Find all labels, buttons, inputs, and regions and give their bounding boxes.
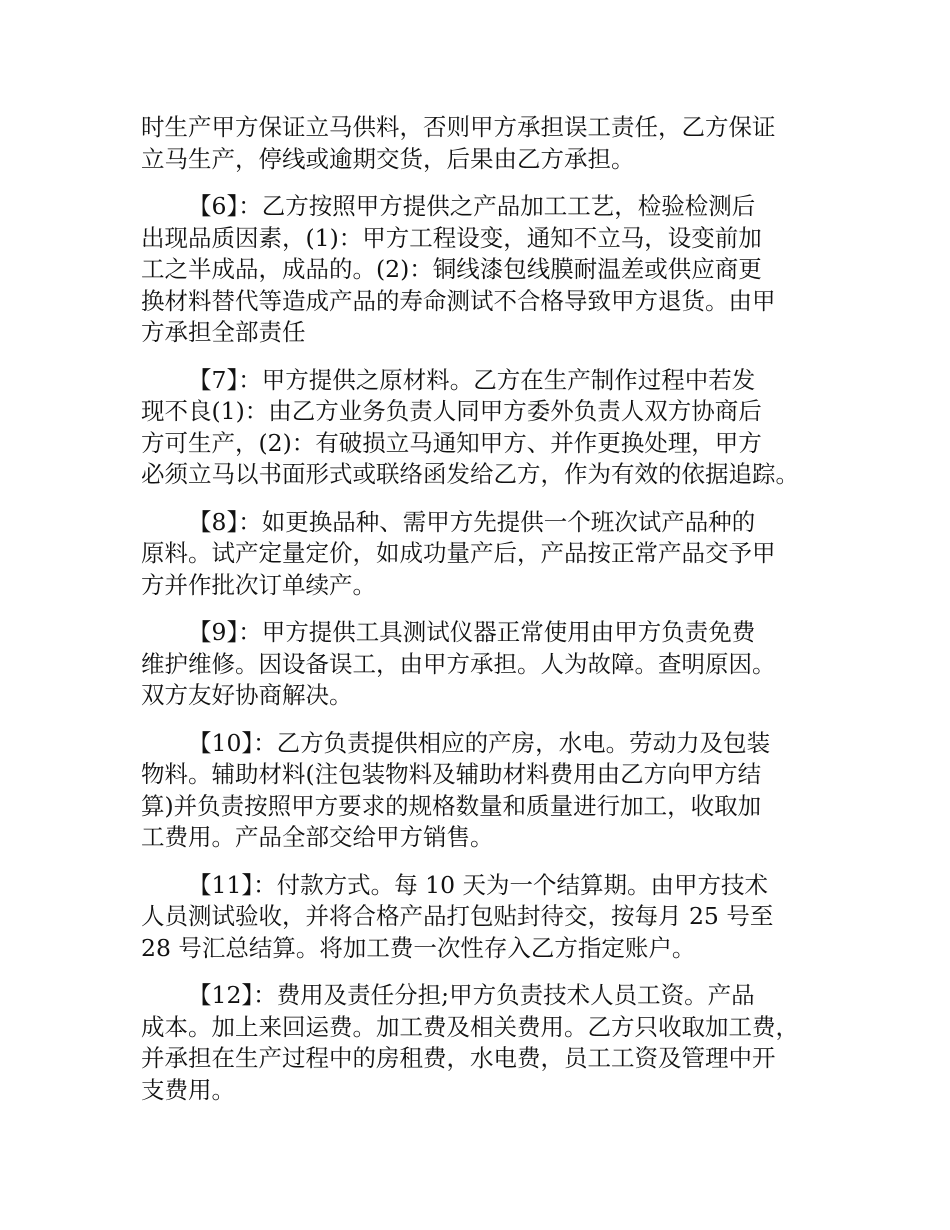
text-line: 28 号汇总结算。将加工费一次性存入乙方指定账户。 (141, 933, 696, 962)
paragraph-clause-9 (141, 617, 841, 712)
text-line: 方并作批次订单续产。 (141, 570, 376, 599)
text-line: 原料。试产定量定价，如成功量产后，产品按正常产品交予甲 (141, 539, 776, 567)
text-line: 【10】：乙方负责提供相应的产房，水电。劳动力及包装 (188, 728, 771, 757)
text-line: 【12】：费用及责任分担;甲方负责技术人员工资。产品 (188, 981, 755, 1009)
text-line: 双方友好协商解决。 (141, 681, 353, 709)
text-line: 人员测试验收，并将合格产品打包贴封待交，按每月 25 号至 (141, 902, 774, 930)
text-line: 维护维修。因设备误工，由甲方承担。人为故障。查明原因。 (141, 649, 776, 678)
paragraph-5-continuation (141, 112, 841, 175)
text-line: 方可生产，(2)：有破损立马通知甲方、并作更换处理，甲方 (141, 428, 762, 457)
paragraph-clause-8 (141, 507, 841, 602)
text-line: 【8】：如更换品种、需甲方先提供一个班次试产品种的 (188, 507, 756, 536)
text-line: 物料。辅助材料(注包装物料及辅助材料费用由乙方向甲方结 (141, 760, 762, 788)
text-line: 换材料替代等造成产品的寿命测试不合格导致甲方退货。由甲 (141, 286, 776, 315)
text-line: 工之半成品，成品的。(2)：铜线漆包线膜耐温差或供应商更 (141, 255, 762, 283)
paragraph-clause-11 (141, 870, 841, 965)
text-line: 【6】：乙方按照甲方提供之产品加工工艺，检验检测后 (188, 192, 756, 220)
text-line: 必须立马以书面形式或联络函发给乙方，作为有效的依据追踪。 (141, 460, 799, 488)
text-line: 【9】：甲方提供工具测试仪器正常使用由甲方负责免费 (188, 618, 756, 646)
text-line: 时生产甲方保证立马供料，否则甲方承担误工责任，乙方保证 (141, 113, 776, 141)
text-line: 【11】：付款方式。每 10 天为一个结算期。由甲方技术 (188, 870, 768, 899)
text-line: 出现品质因素，(1)：甲方工程设变，通知不立马，设变前加 (141, 223, 762, 252)
text-line: 现不良(1)：由乙方业务负责人同甲方委外负责人双方协商后 (141, 397, 762, 425)
text-line: 立马生产，停线或逾期交货，后果由乙方承担。 (141, 144, 635, 173)
paragraph-clause-6 (141, 191, 841, 349)
paragraph-clause-10 (141, 728, 841, 854)
text-line: 并承担在生产过程中的房租费，水电费，员工工资及管理中开 (141, 1044, 776, 1072)
text-line: 工费用。产品全部交给甲方销售。 (141, 823, 494, 851)
document-body (141, 112, 841, 1122)
text-line: 方承担全部责任 (141, 318, 306, 346)
text-line: 成本。加上来回运费。加工费及相关费用。乙方只收取加工费， (141, 1012, 799, 1041)
paragraph-clause-12 (141, 980, 841, 1106)
text-line: 算)并负责按照甲方要求的规格数量和质量进行加工，收取加 (141, 791, 762, 820)
paragraph-clause-7 (141, 365, 841, 491)
text-line: 【7】：甲方提供之原材料。乙方在生产制作过程中若发 (188, 365, 756, 394)
text-line: 支费用。 (141, 1075, 235, 1104)
